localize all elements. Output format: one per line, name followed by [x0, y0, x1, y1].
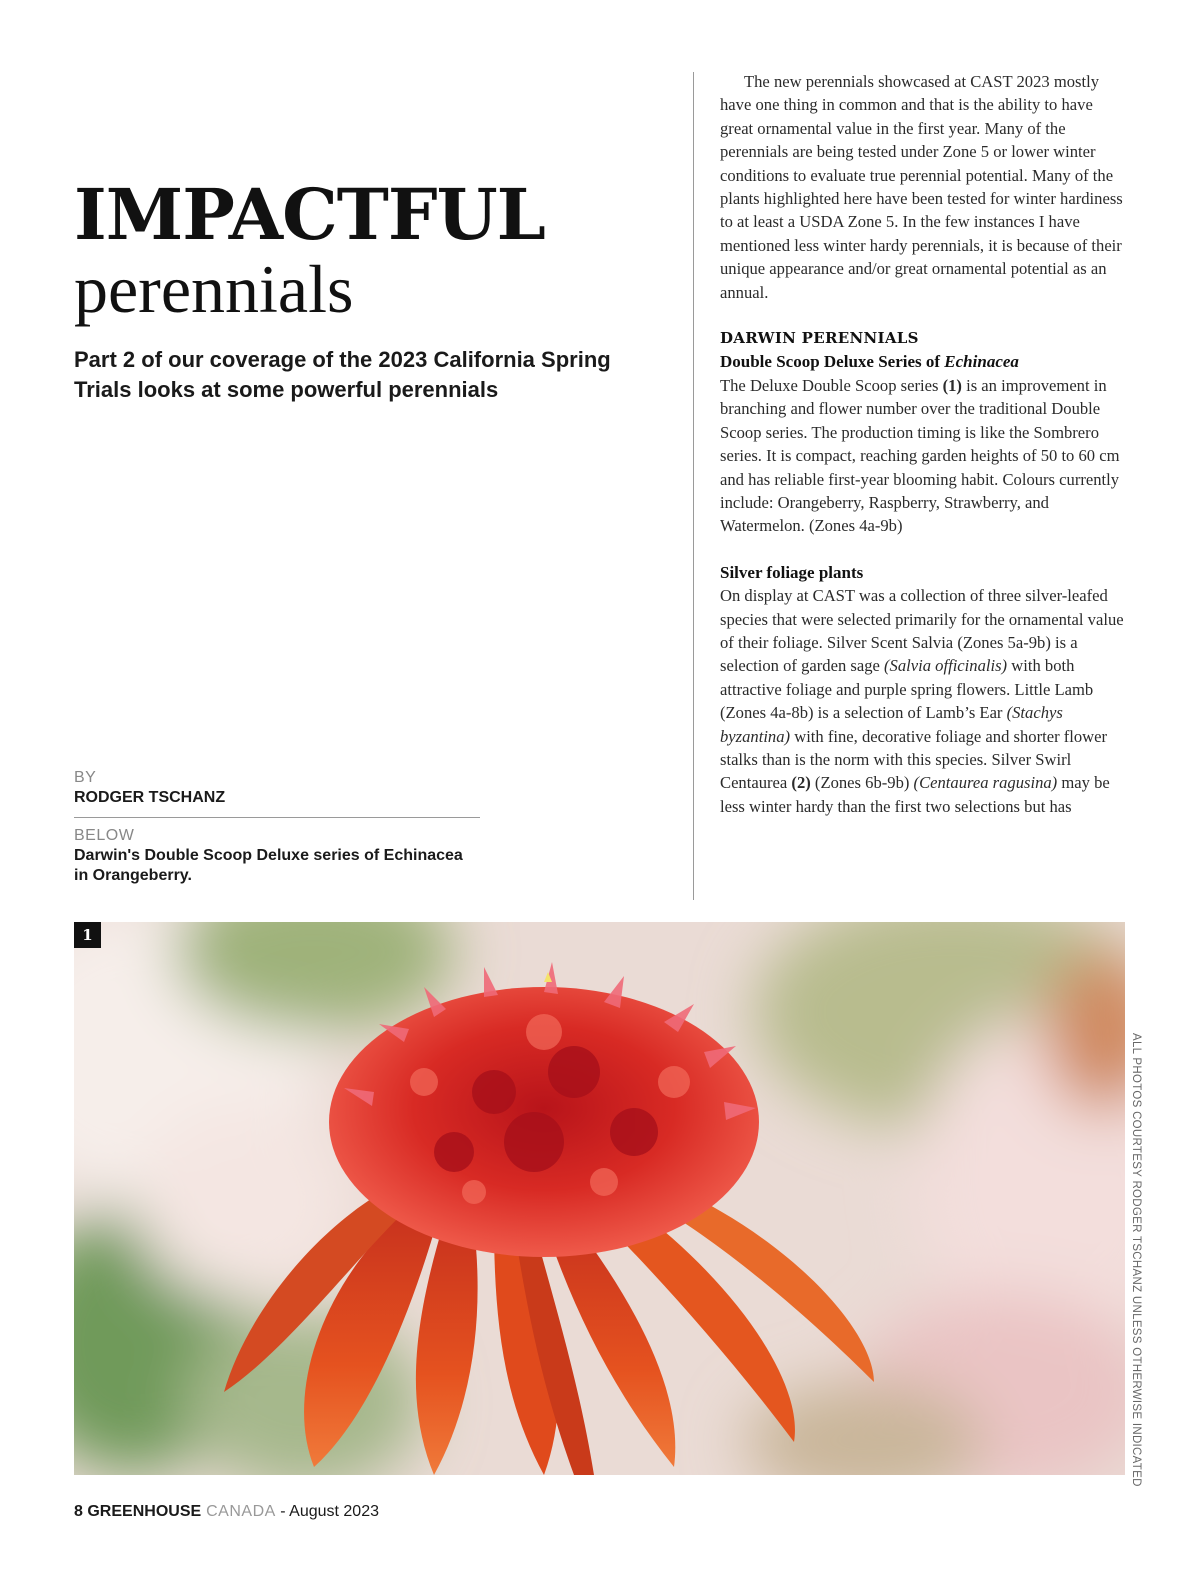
photo-caption	[74, 826, 480, 886]
magazine-brand-light	[201, 1503, 276, 1520]
caption-text: Darwin's Double Scoop Deluxe series of Echinacea in Orangeberry.	[74, 847, 463, 884]
figure-ref-1: (1)	[942, 375, 962, 395]
silver-paragraph	[720, 584, 1125, 818]
sub2-text-c: with fine, decorative foliage and shorter flower stalks than is the norm with this species. Silver Swirl Centaurea	[720, 726, 1108, 793]
byline-label: BY	[74, 769, 97, 786]
issue-date: - August 2023	[280, 1503, 379, 1520]
sub2-text-b: with both attractive foliage and purple spring flowers. Little Lamb (Zones 4a-8b) is a selection of Lamb’s Ear	[720, 656, 1094, 723]
sub2-italic-c: (Centaurea ragusina)	[913, 773, 1058, 793]
column-divider	[693, 72, 694, 900]
byline-divider	[74, 817, 480, 818]
sub2-italic-a: (Salvia officinalis)	[884, 656, 1008, 676]
byline-author: RODGER TSCHANZ	[74, 789, 226, 806]
intro-paragraph: The new perennials showcased at CAST 2023 mostly have one thing in common and that is the ability to have great ornamental value in the first year. Many of the perennials are being tested under Zone 5 or lower winter conditions to evaluate true perennial potential. Many of the plants highlighted here have been tested for winter hardiness to at least a USDA Zone 5. In the few instances I have mentioned less winter hardy perennials, it is because of their unique appearance and/or great ornamental potential as an annual.	[720, 72, 1123, 302]
headline-subtitle: perennials	[74, 251, 354, 327]
sub2-italic-b: (Stachys byzantina)	[720, 703, 1063, 746]
figure-ref-2: (2)	[791, 773, 811, 793]
photo-number-badge: 1	[74, 922, 101, 948]
sub1-heading-text: Double Scoop Deluxe Series of	[720, 352, 945, 372]
photo-credit: ALL PHOTOS COURTESY RODGER TSCHANZ UNLESS OTHERWISE INDICATED	[1130, 1033, 1142, 1487]
byline	[74, 768, 480, 808]
brand-light-text: CANADA	[206, 1503, 276, 1520]
section-heading: DARWIN PERENNIALS	[720, 329, 919, 348]
subsection-heading-echinacea	[720, 350, 1125, 373]
echinacea-paragraph	[720, 374, 1125, 538]
body-column	[720, 70, 1125, 818]
echinacea-photo	[74, 922, 1125, 1475]
page-number: 8	[74, 1503, 83, 1520]
sub2-text-e: may be less winter hardy than the first two selections but has	[720, 773, 1110, 816]
caption-label: BELOW	[74, 827, 135, 844]
page-footer	[74, 1503, 379, 1521]
sub1-text-b: is an improvement in branching and flower number over the traditional Double Scoop series. The production timing is like the Sombrero series. It is compact, reaching garden heights of 50 to 60 cm and has reliable first-year blooming habit. Colours currently include: Orangeberry, Raspberry, Strawberry, and Watermelon. (Zones 4a-9b)	[720, 375, 1120, 536]
subsection-heading-silver: Silver foliage plants	[720, 562, 864, 582]
sub1-text-a: The Deluxe Double Scoop series	[720, 375, 943, 395]
article-deck: Part 2 of our coverage of the 2023 California Spring Trials looks at some powerful perennials	[74, 347, 611, 402]
sub1-heading-italic: Echinacea	[944, 352, 1019, 372]
flower-illustration	[74, 922, 1125, 1475]
sub2-text-a: On display at CAST was a collection of three silver-leafed species that were selected primarily for the ornamental value of their foliage. Silver Scent Salvia (Zones 5a-9b) is a selection of garden sage	[720, 586, 1124, 676]
sub2-text-d: (Zones 6b-9b)	[810, 773, 914, 793]
magazine-brand: GREENHOUSE	[87, 1503, 202, 1520]
headline-title: IMPACTFUL	[74, 173, 545, 256]
